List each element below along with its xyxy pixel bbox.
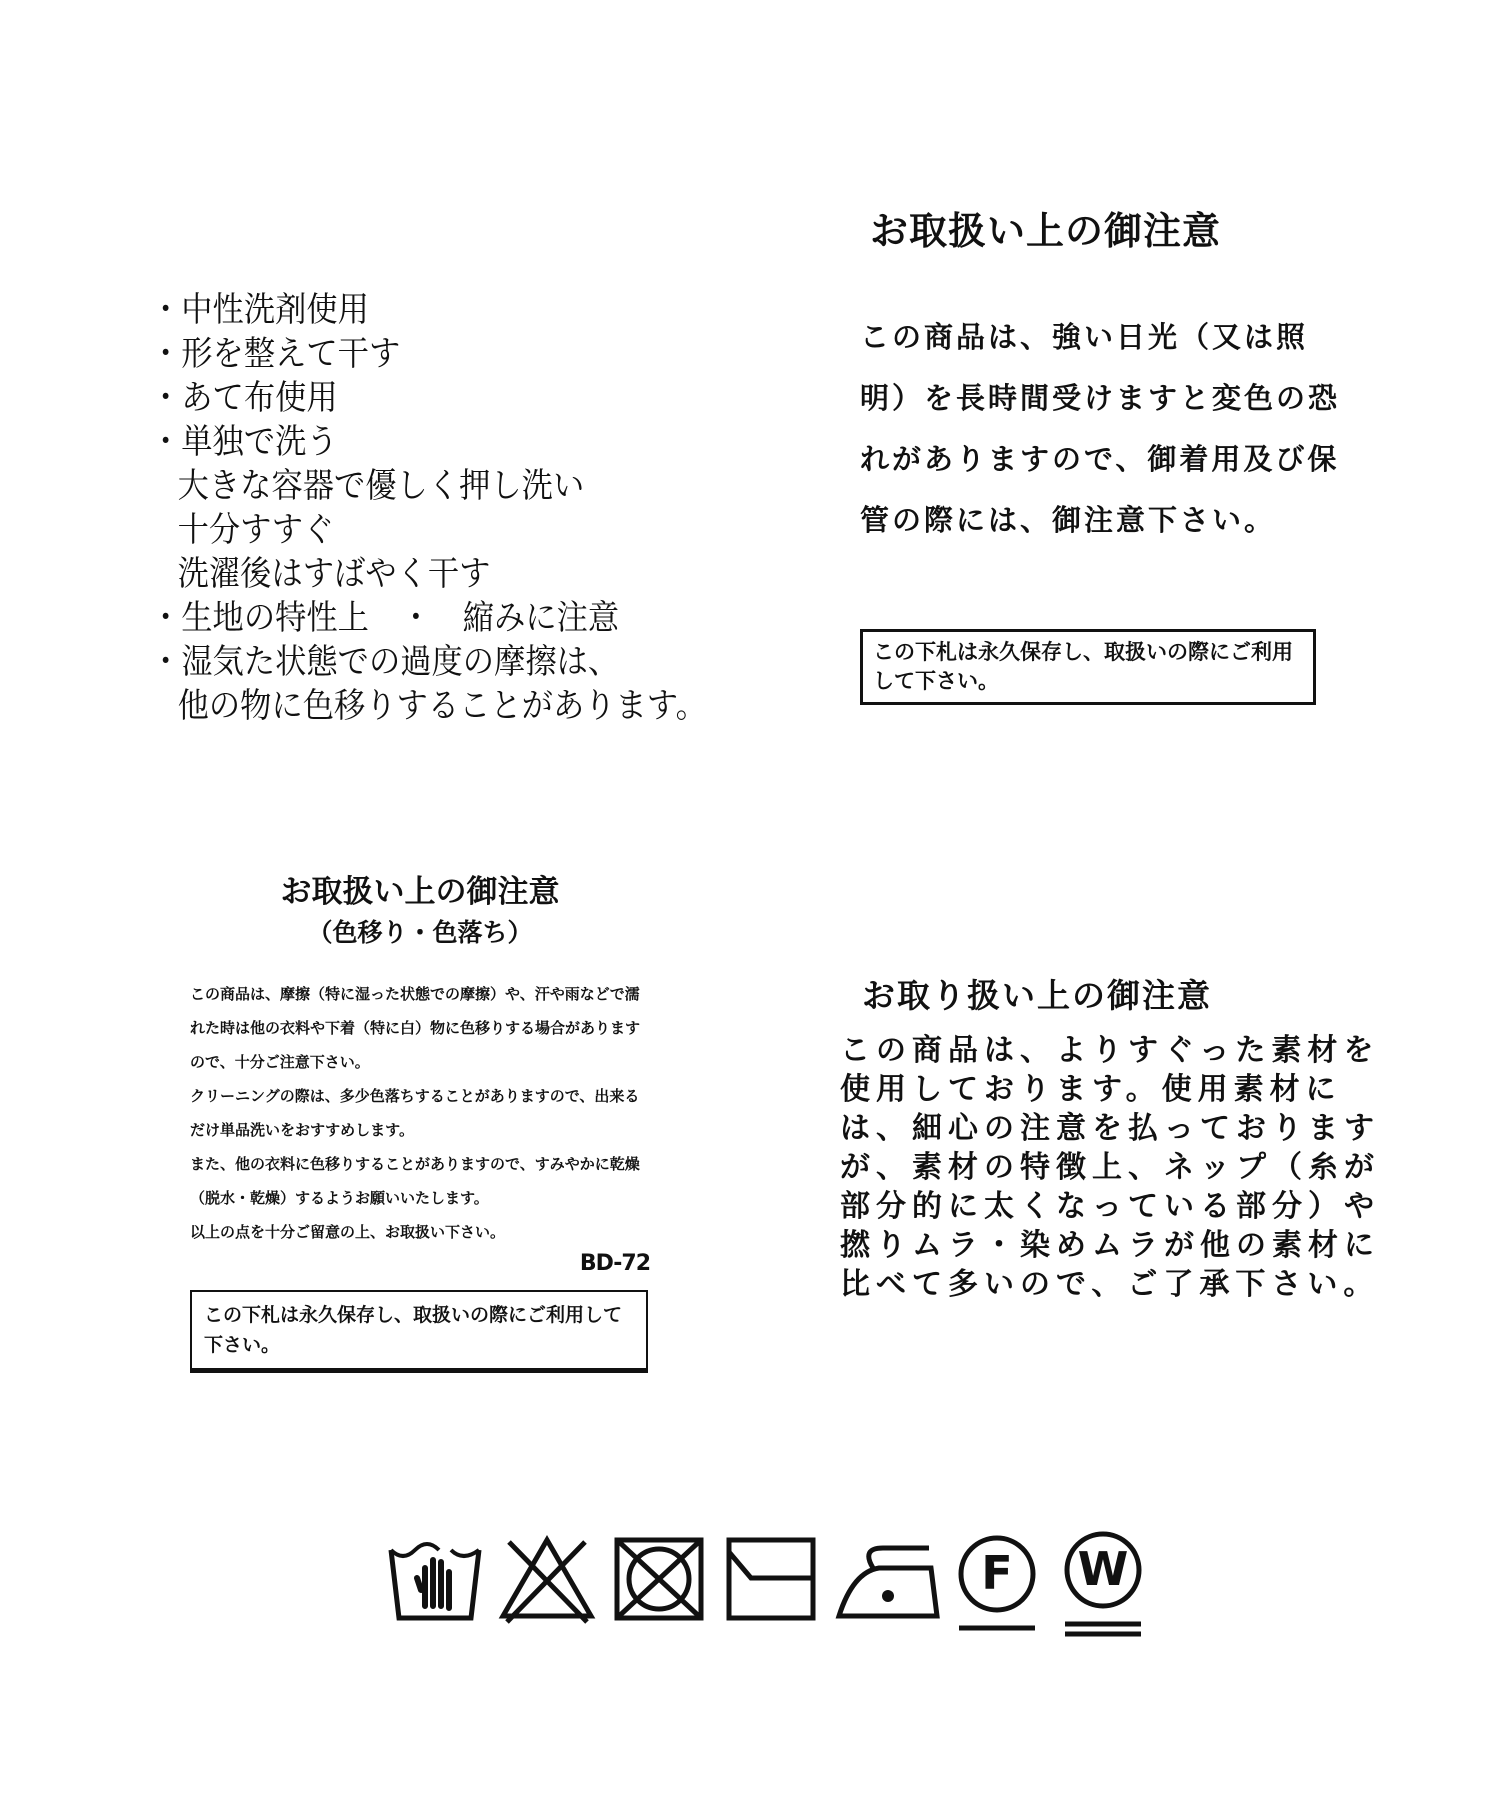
care-line: ・単独で洗う <box>150 422 338 462</box>
notice-paragraph: 以上の点を十分ご留意の上、お取扱い下さい。 <box>190 1223 506 1241</box>
keep-tag-note: この下札は永久保存し、取扱いの際にご利用して下さい。 <box>860 629 1316 705</box>
care-symbols-row <box>385 1530 1185 1640</box>
notice-title: お取扱い上の御注意 <box>870 209 1222 253</box>
notice-material <box>840 970 1400 1304</box>
dry-clean-f-icon <box>955 1530 1039 1640</box>
dry-clean-letter: F <box>981 1546 1013 1600</box>
care-line: 他の物に色移りすることがあります。 <box>177 686 707 726</box>
hand-wash-icon <box>385 1530 485 1626</box>
notice-body <box>190 977 650 1249</box>
flat-dry-icon <box>721 1530 821 1626</box>
product-code: BD-72 <box>579 1251 650 1276</box>
no-tumble-dry-icon <box>609 1530 709 1626</box>
notice-paragraph: クリーニングの際は、多少色落ちすることがありますので、出来るだけ単品洗いをおすすめします。 <box>190 1087 640 1139</box>
care-line: ・形を整えて干す <box>150 334 401 374</box>
notice-title: お取扱い上の御注意 <box>280 874 560 910</box>
care-line: ・生地の特性上 ・ 縮みに注意 <box>150 598 620 638</box>
care-line: 大きな容器で優しく押し洗い <box>177 466 585 506</box>
notice-paragraph: この商品は、摩擦（特に湿った状態での摩擦）や、汗や雨などで濡れた時は他の衣料や下着（特に白）物に色移りする場合がありますので、十分ご注意下さい。 <box>190 985 641 1071</box>
notice-title: お取り扱い上の御注意 <box>862 976 1212 1015</box>
notice-body: この商品は、強い日光（又は照明）を長時間受けますと変色の恐れがありますので、御着用及び保管の際には、御注意下さい。 <box>860 320 1341 537</box>
low-iron-icon <box>833 1530 943 1626</box>
care-line: ・湿気た状態での過度の摩擦は、 <box>150 642 620 682</box>
wet-clean-w-icon <box>1061 1530 1145 1640</box>
keep-tag-note: この下札は永久保存し、取扱いの際にご利用して下さい。 <box>190 1290 648 1370</box>
notice-body: この商品は、よりすぐった素材を使用しております。使用素材には、細心の注意を払っておりますが、素材の特徴上、ネップ（糸が部分的に太くなっている部分）や撚りムラ・染めムラが他の素材に比べて多いので、ご了承下さい。 <box>840 1033 1380 1302</box>
care-instructions-list <box>150 288 810 728</box>
care-line: 十分すすぐ <box>177 510 335 550</box>
notice-light-fading <box>860 200 1360 705</box>
no-bleach-icon <box>497 1530 597 1626</box>
notice-color-transfer <box>190 866 650 1370</box>
care-line: ・あて布使用 <box>150 378 338 418</box>
wet-clean-letter: W <box>1077 1542 1129 1596</box>
notice-subtitle: （色移り・色落ち） <box>307 918 533 947</box>
care-line: 洗濯後はすばやく干す <box>177 554 491 594</box>
care-line: ・中性洗剤使用 <box>150 290 369 330</box>
notice-paragraph: また、他の衣料に色移りすることがありますので、すみやかに乾燥（脱水・乾燥）するようお願いいたします。 <box>190 1155 640 1207</box>
